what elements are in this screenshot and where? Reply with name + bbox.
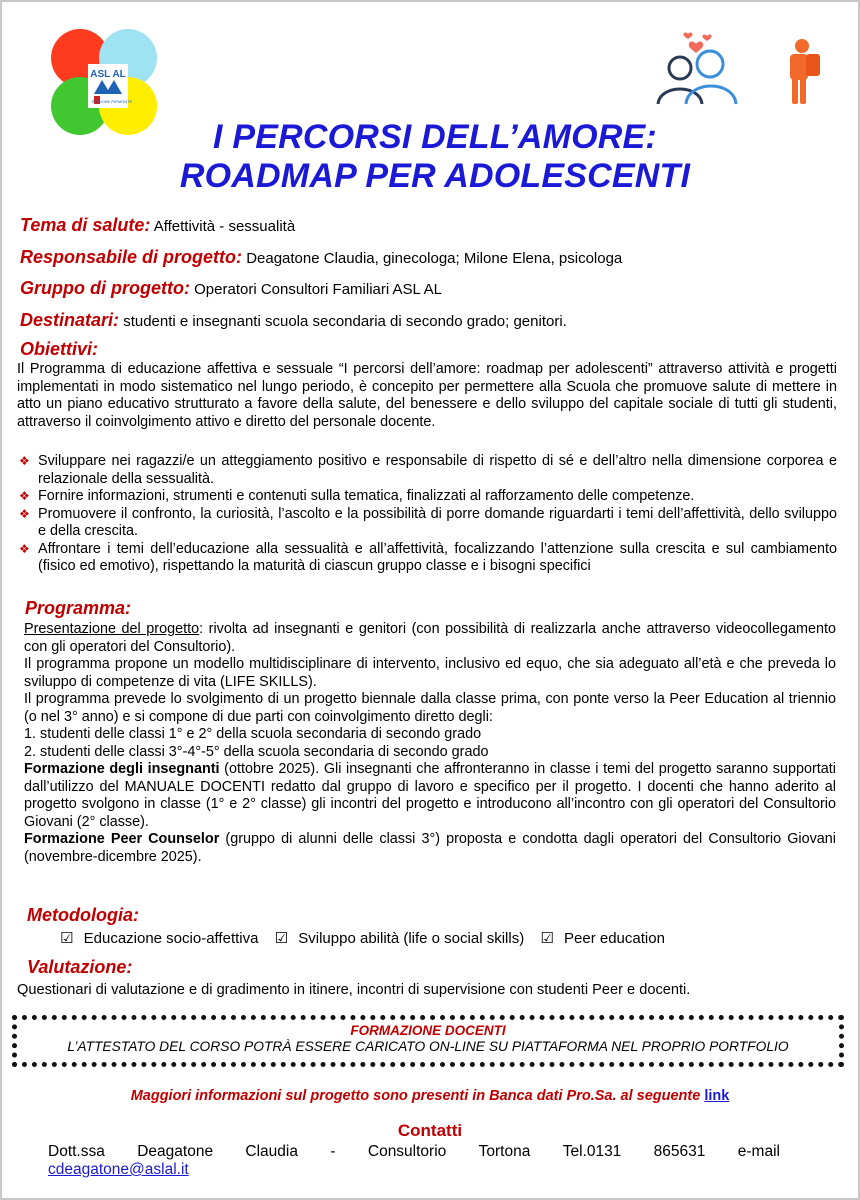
page-title-line-1: I PERCORSI DELL’AMORE: — [213, 118, 657, 156]
logo-text: ASL AL — [90, 69, 126, 80]
programma-p2: Il programma propone un modello multidisciplinare di intervento, inclusivo ed equo, che sia adeguato all’età e che preveda lo sviluppo di competenze di vita (LIFE SKILLS). — [24, 656, 836, 690]
contact-word: 865631 — [653, 1143, 706, 1160]
metodologia-item: Educazione socio-affettiva — [83, 930, 259, 947]
programma-body — [24, 621, 836, 866]
gruppo-field — [20, 278, 442, 299]
metodologia-item: Sviluppo abilità (life o social skills) — [298, 930, 525, 947]
contact-block — [48, 1143, 780, 1179]
obiettivi-list — [17, 453, 837, 576]
obiettivi-item: ❖ Affrontare i temi dell’educazione alla sessualità e all’affettività, focalizzando l’attenzione sulla crescita e sul cambiamento (fisico ed emotivo), rispettando la maturità di ciascun gruppo classe e i bisogni specifici — [19, 540, 837, 574]
more-info-line — [0, 1088, 860, 1104]
formazione-insegnanti-paragraph: Formazione degli insegnanti (ottobre 2025). Gli insegnanti che affronteranno in classe i temi del progetto saranno supportati dall’utilizzo del MANUALE DOCENTI redatto dal gruppo di lavoro e specifico per il progetto. I docenti che hanno aderito al progetto svolgono in classe (1° e 2° classe) gli incontri del progetto e introducono all’incontro con gli operatori del Consultorio Giovani (2° classe). — [24, 761, 836, 830]
metodologia-item: Peer education — [564, 930, 665, 947]
checkbox-checked-icon: ☑ — [60, 930, 74, 947]
valutazione-text: Questionari di valutazione e di gradimento in itinere, incontri di supervisione con studenti Peer e docenti. — [17, 982, 691, 998]
gruppo-value: Operatori Consultori Familiari ASL AL — [194, 281, 443, 298]
page-title-line-2: ROADMAP PER ADOLESCENTI — [179, 157, 691, 195]
destinatari-field — [20, 310, 567, 331]
formazione-peer-paragraph: Formazione Peer Counselor (gruppo di alunni delle classi 3°) proposta e condotta dagli operatori del Consultorio Giovani (novembre-dicembre 2025). — [24, 831, 836, 865]
metodologia-heading: Metodologia: — [27, 905, 139, 925]
contact-word: e-mail — [737, 1143, 780, 1160]
responsabile-label: Responsabile di progetto: — [20, 247, 243, 267]
contact-word: - — [330, 1143, 336, 1160]
obiettivi-intro-text: Il Programma di educazione affettiva e sessuale “I percorsi dell’amore: roadmap per adolescenti” attraverso attività e progetti implementati in modo sistematico nel lungo periodo, è concepito per permettere alla Scuola che promuove salute di mettere in atto un piano educativo strutturato a favore della salute, del benessere e dello sviluppo del capitale sociale di tutti gli studenti, attraverso il coinvolgimento attivo e diretto del personale docente. — [17, 361, 837, 430]
tema-field — [20, 215, 295, 236]
destinatari-value: studenti e insegnanti scuola secondaria di secondo grado; genitori. — [123, 313, 567, 330]
obiettivi-item: ❖ Promuovere il confronto, la curiosità, l’ascolto e la possibilità di porre domande riguardarti i temi dell’affettività, dello sviluppo e della crescita. — [19, 505, 837, 539]
gruppo-label: Gruppo di progetto: — [20, 278, 190, 298]
bullet-diamond-icon: ❖ — [19, 454, 30, 468]
programma-item-1: 1. studenti delle classi 1° e 2° della scuola secondaria di secondo grado — [24, 726, 482, 742]
bullet-diamond-icon: ❖ — [19, 506, 30, 521]
obiettivi-intro — [17, 361, 837, 431]
box-title: FORMAZIONE DOCENTI — [350, 1023, 506, 1038]
formazione-docenti-box — [12, 1015, 844, 1067]
programma-p3: Il programma prevede lo svolgimento di un progetto biennale dalla classe prima, con ponte verso la Peer Education al triennio (o nel 3° anno) e si compone di due parti con coinvolgimento diretto degli: — [24, 691, 836, 725]
people-icon — [658, 51, 736, 104]
programma-item-2: 2. studenti delle classi 3°-4°-5° della scuola secondaria di secondo grado — [24, 743, 489, 760]
metodologia-checklist — [60, 929, 671, 947]
presentazione-paragraph: Presentazione del progetto: rivolta ad insegnanti e genitori (con possibilità di realizzarla anche attraverso videocollegamento con gli operatori del Consultorio). — [24, 621, 836, 655]
formazione-insegnanti-label: Formazione degli insegnanti — [24, 761, 220, 777]
info-link[interactable]: link — [704, 1088, 730, 1104]
contact-word: Claudia — [245, 1143, 298, 1160]
contact-word: Deagatone — [137, 1143, 214, 1160]
checkbox-checked-icon: ☑ — [274, 930, 289, 947]
destinatari-label: Destinatari: — [20, 310, 120, 330]
obiettivi-item: ❖ Fornire informazioni, strumenti e contenuti sulla tematica, finalizzati al rafforzamento delle competenze. — [19, 488, 695, 504]
contact-word: Consultorio — [367, 1143, 447, 1160]
presentazione-label: Presentazione del progetto — [24, 621, 200, 637]
more-info-text: Maggiori informazioni sul progetto sono presenti in Banca dati Pro.Sa. al seguente — [130, 1088, 701, 1104]
valutazione-heading: Valutazione: — [27, 957, 133, 977]
programma-heading: Programma: — [25, 598, 132, 618]
couple-and-backpacker-icon — [650, 26, 830, 116]
obiettivi-heading: Obiettivi: — [20, 339, 99, 359]
contact-word: Tortona — [478, 1143, 531, 1160]
contact-word: Tel.0131 — [562, 1143, 622, 1160]
bullet-diamond-icon: ❖ — [19, 541, 30, 556]
obiettivi-item: ❖ Sviluppare nei ragazzi/e un atteggiamento positivo e responsabile di rispetto di sé e dell’altro nella dimensione corporea e relazionale della sessualità. — [19, 453, 837, 487]
contatti-heading: Contatti — [397, 1121, 463, 1140]
checkbox-checked-icon: ☑ — [540, 930, 554, 947]
backpacker-icon — [790, 39, 820, 104]
box-subtitle: L’ATTESTATO DEL CORSO POTRÀ ESSERE CARICATO ON-LINE SU PIATTAFORMA NEL PROPRIO PORTFOLIO — [67, 1039, 789, 1054]
tema-label: Tema di salute: — [20, 215, 151, 235]
logo-subtext: REGIONE PIEMONTE — [91, 99, 133, 104]
responsabile-field — [20, 247, 622, 268]
contact-row — [48, 1143, 780, 1161]
contact-word: Dott.ssa — [48, 1143, 105, 1160]
tema-value: Affettività - sessualità — [153, 218, 296, 235]
email-link[interactable]: cdeagatone@aslal.it — [48, 1161, 189, 1178]
responsabile-value: Deagatone Claudia, ginecologa; Milone Elena, psicologa — [246, 250, 623, 267]
formazione-peer-label: Formazione Peer Counselor — [24, 831, 220, 847]
bullet-diamond-icon: ❖ — [19, 489, 30, 503]
